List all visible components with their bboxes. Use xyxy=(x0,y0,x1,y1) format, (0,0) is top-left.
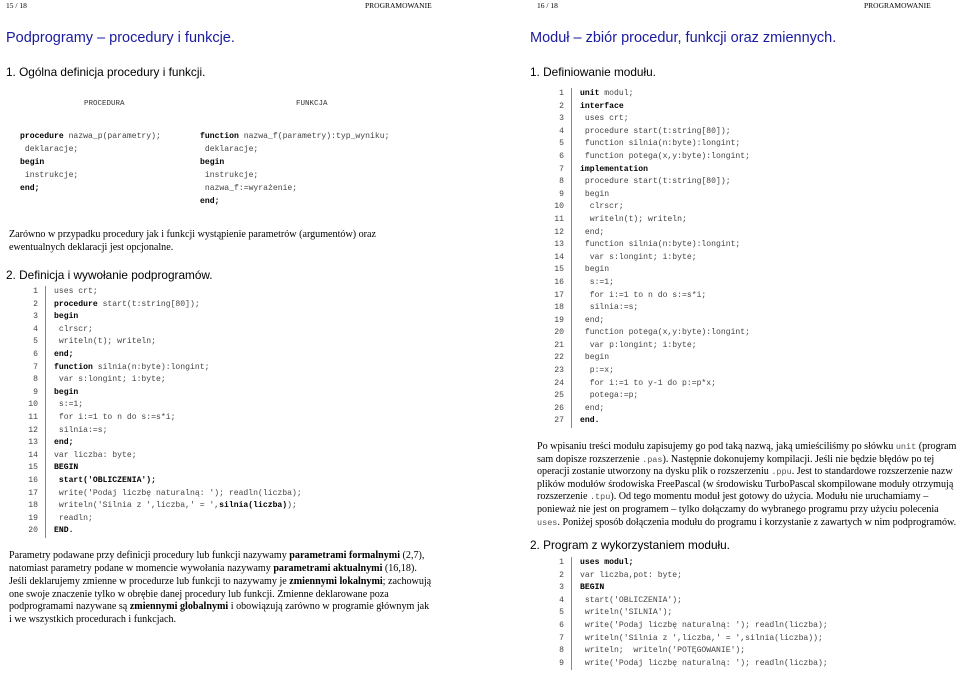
page-number-right: 16 / 18 xyxy=(537,1,558,10)
code-segment: function silnia(n:byte):longint; xyxy=(580,240,741,250)
formal-params-paragraph xyxy=(9,550,434,575)
code-line xyxy=(14,462,302,475)
syntax-line xyxy=(20,143,161,156)
keyword: end. xyxy=(580,416,600,426)
code-text xyxy=(46,286,98,299)
keyword: begin xyxy=(20,158,45,167)
code-line xyxy=(14,513,302,526)
code-segment: clrscr; xyxy=(54,324,93,334)
code-line xyxy=(14,412,302,425)
line-number: 7 xyxy=(540,164,572,177)
optional-params-note: Zarówno w przypadku procedury jak i funkcji wystąpienie parametrów (argumentów) oraz ewentualnych deklaracji jest opcjonalne. xyxy=(9,229,376,253)
keyword: unit xyxy=(580,89,600,98)
syntax-line xyxy=(20,130,161,143)
procedure-column-heading: PROCEDURA xyxy=(84,100,125,108)
code-text xyxy=(46,412,175,425)
syntax-line xyxy=(200,143,389,156)
line-number: 4 xyxy=(540,126,572,139)
line-number: 15 xyxy=(14,462,46,475)
code-line xyxy=(540,302,750,315)
text-run: i obowiązują zarówno w programie głównym jak i we wszystkich procedurach i funkcjach. xyxy=(9,601,430,625)
keyword: begin xyxy=(54,387,79,397)
code-text xyxy=(572,290,706,303)
line-number: 7 xyxy=(540,633,572,646)
term-local-variables: zmiennymi lokalnymi xyxy=(289,576,383,587)
code-line xyxy=(540,113,750,126)
code-line xyxy=(540,570,828,583)
code-segment: silnia:=s; xyxy=(580,303,639,313)
code-segment: begin xyxy=(580,189,610,199)
syntax-line xyxy=(20,169,161,182)
code-segment: start('OBLICZENIA'); xyxy=(580,595,682,605)
code-text xyxy=(46,513,93,526)
code-text xyxy=(572,277,614,290)
line-number: 21 xyxy=(540,340,572,353)
code-text xyxy=(572,101,624,114)
code-text: nazwa_f:=wyrażenie; xyxy=(200,184,298,193)
line-number: 8 xyxy=(14,374,46,387)
line-number: 6 xyxy=(14,349,46,362)
line-number: 1 xyxy=(540,88,572,101)
code-text xyxy=(46,374,166,387)
code-line xyxy=(540,658,828,671)
line-number: 6 xyxy=(540,151,572,164)
code-text xyxy=(572,352,609,365)
keyword: begin xyxy=(200,158,225,167)
keyword: END. xyxy=(54,526,74,536)
code-line xyxy=(540,252,750,265)
code-segment: function potega(x,y:byte):longint; xyxy=(580,328,750,338)
code-text: nazwa_f(parametry):typ_wyniku; xyxy=(238,132,390,141)
code-line xyxy=(540,390,750,403)
code-line xyxy=(540,582,828,595)
code-segment: writeln('Silnia z ',liczba,' = ',silnia(liczba)); xyxy=(580,633,823,643)
code-text xyxy=(572,227,604,240)
code-text xyxy=(572,327,750,340)
code-line xyxy=(540,201,750,214)
text-run: (16,18). xyxy=(382,562,417,574)
syntax-line xyxy=(200,130,389,143)
text-run: ). Następnie dokonujemy kompilacji. Jeśli nie będzie błędów po tej operacji zostanie utworzony na dysku plik o rozszerzeniu xyxy=(537,453,935,478)
code-line xyxy=(540,352,750,365)
code-line xyxy=(540,633,828,646)
code-line xyxy=(540,176,750,189)
code-segment: modul; xyxy=(599,89,634,98)
line-number: 17 xyxy=(14,488,46,501)
code-text xyxy=(572,151,750,164)
code-text xyxy=(572,189,609,202)
syntax-line xyxy=(200,169,389,182)
code-segment: writeln; writeln('POTĘGOWANIE'); xyxy=(580,646,746,656)
code-line xyxy=(14,500,302,513)
code-line xyxy=(540,595,828,608)
text-run: ; zachowują one swoje znaczenie tylko w obrębie danej procedury lub funkcji. Zmienne deklarowane poza podprogramami nazywane są xyxy=(9,576,432,613)
inline-code-ppu: .ppu xyxy=(771,467,792,478)
function-column-heading: FUNKCJA xyxy=(296,100,328,108)
keyword: function xyxy=(200,132,239,141)
line-number: 8 xyxy=(540,645,572,658)
line-number: 14 xyxy=(14,450,46,463)
code-text xyxy=(572,582,604,595)
keyword: BEGIN xyxy=(54,463,79,473)
text-run: (program sam dopisze rozszerzenie xyxy=(537,441,957,465)
code-segment: potega:=p; xyxy=(580,391,639,401)
code-line xyxy=(540,239,750,252)
code-segment: start(t:string[80]); xyxy=(97,299,200,309)
code-text xyxy=(572,390,638,403)
keyword: procedure xyxy=(54,299,98,309)
line-number: 11 xyxy=(540,214,572,227)
code-text xyxy=(572,214,687,227)
code-text xyxy=(572,126,731,139)
code-text xyxy=(46,425,107,438)
procedure-syntax-block xyxy=(20,130,161,195)
code-text xyxy=(46,437,73,450)
code-line xyxy=(14,299,302,312)
code-segment: var s:longint; i:byte; xyxy=(54,375,166,385)
code-line xyxy=(14,437,302,450)
line-number: 23 xyxy=(540,365,572,378)
keyword: implementation xyxy=(580,164,648,174)
line-number: 9 xyxy=(540,189,572,202)
line-number: 19 xyxy=(14,513,46,526)
text-run: (2,7), natomiast parametry podane w momencie wywołania nazywamy xyxy=(9,550,425,574)
code-line xyxy=(540,290,750,303)
code-text xyxy=(572,658,828,671)
program-code-listing xyxy=(540,557,828,670)
syntax-line xyxy=(200,195,389,208)
code-text xyxy=(46,500,297,513)
text-run: . Jest to standardowe rozszerzenie nazw plików modułów środowiska FreePascal (w środowisku TurboPascal skompilowane moduły otrzymują rozszerzenie xyxy=(537,466,954,503)
code-line xyxy=(14,488,302,501)
code-segment: function potega(x,y:byte):longint; xyxy=(580,151,750,161)
code-text: instrukcje; xyxy=(20,171,79,180)
syntax-line xyxy=(200,182,389,195)
code-segment: end; xyxy=(580,315,605,325)
code-line xyxy=(540,101,750,114)
code-text: deklaracje; xyxy=(200,145,259,154)
code-line xyxy=(14,525,302,538)
line-number: 10 xyxy=(14,399,46,412)
code-text xyxy=(572,264,609,277)
code-line xyxy=(14,362,302,375)
code-text: deklaracje; xyxy=(20,145,79,154)
text-run: Po wpisaniu treści modułu zapisujemy go pod taką nazwą, jaką umieściliśmy po słówku xyxy=(537,441,896,452)
line-number: 6 xyxy=(540,620,572,633)
code-line xyxy=(14,450,302,463)
code-line xyxy=(540,138,750,151)
code-line xyxy=(14,311,302,324)
line-number: 19 xyxy=(540,315,572,328)
line-number: 18 xyxy=(540,302,572,315)
keyword: begin xyxy=(54,312,79,322)
code-segment: procedure start(t:string[80]); xyxy=(580,177,731,187)
line-number: 8 xyxy=(540,176,572,189)
code-segment: for i:=1 to n do s:=s*i; xyxy=(580,290,707,300)
code-text xyxy=(572,340,697,353)
line-number: 5 xyxy=(540,607,572,620)
keyword: silnia(liczba) xyxy=(219,501,288,511)
code-segment: writeln(t); writeln; xyxy=(54,337,156,347)
keyword: BEGIN xyxy=(580,583,605,593)
code-text xyxy=(572,620,828,633)
code-segment: var liczba,pot: byte; xyxy=(580,570,682,580)
code-text xyxy=(46,324,93,337)
code-text xyxy=(572,595,682,608)
code-segment: writeln('SILNIA'); xyxy=(580,608,673,618)
code-segment: p:=x; xyxy=(580,366,614,376)
code-segment: function silnia(n:byte):longint; xyxy=(580,139,741,149)
code-text xyxy=(572,164,648,177)
line-number: 12 xyxy=(540,227,572,240)
code-segment: silnia(n:byte):longint; xyxy=(92,362,210,372)
line-number: 26 xyxy=(540,403,572,416)
code-segment: write('Podaj liczbę naturalną: '); readln(liczba); xyxy=(580,620,828,630)
running-title-left: PROGRAMOWANIE xyxy=(365,1,432,10)
term-global-variables: zmiennymi globalnymi xyxy=(129,601,229,613)
code-line xyxy=(540,189,750,202)
line-number: 16 xyxy=(540,277,572,290)
line-number: 7 xyxy=(14,362,46,375)
code-text xyxy=(46,336,156,349)
code-line xyxy=(14,425,302,438)
code-line xyxy=(14,475,302,488)
section-heading-module-definition: 1. Definiowanie modułu. xyxy=(530,65,656,79)
code-text xyxy=(572,570,682,583)
line-number: 5 xyxy=(14,336,46,349)
syntax-line xyxy=(20,156,161,169)
code-text xyxy=(572,88,633,101)
code-segment: ); xyxy=(287,501,297,511)
inline-code-uses: uses xyxy=(537,517,558,528)
code-line xyxy=(540,88,750,101)
text-run: Parametry podawane przy definicji procedury lub funkcji nazywamy xyxy=(9,550,290,561)
code-line xyxy=(540,378,750,391)
code-text xyxy=(572,315,604,328)
line-number: 17 xyxy=(540,290,572,303)
code-text xyxy=(46,488,302,501)
code-text xyxy=(572,645,745,658)
module-code-listing xyxy=(540,88,750,428)
code-segment: uses crt; xyxy=(580,114,629,124)
line-number: 3 xyxy=(14,311,46,324)
code-segment: writeln('Silnia z ',liczba,' = ', xyxy=(54,501,220,511)
code-line xyxy=(14,336,302,349)
code-segment: s:=1; xyxy=(54,400,84,410)
code-segment: s:=1; xyxy=(580,277,614,287)
code-text xyxy=(46,462,78,475)
code-line xyxy=(540,645,828,658)
syntax-line xyxy=(20,182,161,195)
code-line xyxy=(14,349,302,362)
line-number: 18 xyxy=(14,500,46,513)
code-text xyxy=(572,302,638,315)
code-line xyxy=(540,327,750,340)
text-run: ). Od tego momentu moduł jest gotowy do użycia. Modułu nie uruchamiamy – ponieważ nie jest on programem – tylko dołączamy do wybranego programu przy użyciu polecenia xyxy=(537,491,939,515)
code-text xyxy=(572,365,614,378)
term-formal-parameters: parametrami formalnymi xyxy=(289,550,401,561)
code-line xyxy=(540,415,750,428)
code-segment: writeln(t); writeln; xyxy=(580,214,687,224)
keyword: function xyxy=(54,362,93,372)
line-number: 3 xyxy=(540,113,572,126)
text-run: . Poniżej sposób dołączenia modułu do programu i korzystanie z zawartych w nim podprogramów. xyxy=(557,516,957,528)
keyword: interface xyxy=(580,101,624,111)
code-line xyxy=(540,277,750,290)
code-text xyxy=(572,415,599,428)
code-segment: end; xyxy=(580,403,605,413)
code-text xyxy=(46,362,209,375)
code-text xyxy=(46,349,73,362)
line-number: 15 xyxy=(540,264,572,277)
code-segment: clrscr; xyxy=(580,202,624,212)
code-line xyxy=(14,399,302,412)
code-line xyxy=(540,340,750,353)
code-segment: procedure start(t:string[80]); xyxy=(580,126,731,136)
section-heading-program-with-module: 2. Program z wykorzystaniem modułu. xyxy=(530,538,730,552)
code-segment: var liczba: byte; xyxy=(54,450,137,460)
line-number: 25 xyxy=(540,390,572,403)
syntax-line xyxy=(200,156,389,169)
code-text xyxy=(46,475,156,488)
line-number: 27 xyxy=(540,415,572,428)
code-segment: write('Podaj liczbę naturalną: '); readln(liczba); xyxy=(54,488,302,498)
keyword: procedure xyxy=(20,132,64,141)
text-run: Jeśli deklarujemy zmienne w procedurze lub funkcji to nazywamy je xyxy=(9,576,290,587)
code-line xyxy=(14,374,302,387)
code-line xyxy=(540,557,828,570)
line-number: 9 xyxy=(540,658,572,671)
code-text xyxy=(572,138,740,151)
keyword: end; xyxy=(54,438,74,448)
variables-scope-paragraph xyxy=(9,576,434,626)
code-text: instrukcje; xyxy=(200,171,259,180)
line-number: 1 xyxy=(14,286,46,299)
line-number: 4 xyxy=(540,595,572,608)
code-segment: silnia:=s; xyxy=(54,425,108,435)
code-text xyxy=(572,176,731,189)
code-line xyxy=(540,227,750,240)
code-segment: begin xyxy=(580,353,610,363)
code-segment: write('Podaj liczbę naturalną: '); readln(liczba); xyxy=(580,658,828,668)
code-segment: uses crt; xyxy=(54,287,98,296)
code-segment: readln; xyxy=(54,513,93,523)
code-line xyxy=(14,324,302,337)
code-line xyxy=(540,365,750,378)
line-number: 16 xyxy=(14,475,46,488)
line-number: 14 xyxy=(540,252,572,265)
code-text xyxy=(572,403,604,416)
left-page-title: Podprogramy – procedury i funkcje. xyxy=(6,30,235,46)
line-number: 22 xyxy=(540,352,572,365)
line-number: 1 xyxy=(540,557,572,570)
section-heading-definition-call: 2. Definicja i wywołanie podprogramów. xyxy=(6,268,213,282)
line-number: 3 xyxy=(540,582,572,595)
keyword: end; xyxy=(54,349,74,359)
code-text xyxy=(572,201,624,214)
code-line xyxy=(540,403,750,416)
code-text xyxy=(46,525,73,538)
code-line xyxy=(540,620,828,633)
line-number: 24 xyxy=(540,378,572,391)
code-segment: for i:=1 to y-1 do p:=p*x; xyxy=(580,378,716,388)
left-code-listing xyxy=(14,286,302,538)
code-line xyxy=(540,151,750,164)
code-text xyxy=(572,557,633,570)
code-text xyxy=(46,399,83,412)
line-number: 2 xyxy=(14,299,46,312)
line-number: 13 xyxy=(540,239,572,252)
inline-code-tpu: .tpu xyxy=(589,492,611,503)
line-number: 5 xyxy=(540,138,572,151)
line-number: 2 xyxy=(540,570,572,583)
line-number: 20 xyxy=(14,525,46,538)
code-text xyxy=(572,607,672,620)
code-text xyxy=(46,311,78,324)
keyword: end; xyxy=(20,184,40,193)
term-actual-parameters: parametrami aktualnymi xyxy=(273,562,383,574)
line-number: 11 xyxy=(14,412,46,425)
code-segment: var p:longint; i:byte; xyxy=(580,340,697,350)
line-number: 4 xyxy=(14,324,46,337)
code-text xyxy=(572,113,629,126)
code-line xyxy=(540,315,750,328)
code-line xyxy=(14,286,302,299)
line-number: 20 xyxy=(540,327,572,340)
line-number: 2 xyxy=(540,101,572,114)
code-line xyxy=(540,164,750,177)
code-text xyxy=(572,378,716,391)
code-text xyxy=(46,299,200,312)
code-segment: begin xyxy=(580,265,610,275)
code-line xyxy=(540,264,750,277)
keyword: uses modul; xyxy=(580,558,634,567)
running-title-right: PROGRAMOWANIE xyxy=(864,1,931,10)
code-segment: for i:=1 to n do s:=s*i; xyxy=(54,412,176,422)
page-number-left: 15 / 18 xyxy=(6,1,27,10)
code-text xyxy=(572,633,823,646)
right-page-title: Moduł – zbiór procedur, funkcji oraz zmiennych. xyxy=(530,30,837,46)
line-number: 10 xyxy=(540,201,572,214)
keyword: start('OBLICZENIA'); xyxy=(58,475,157,485)
code-text xyxy=(572,252,697,265)
code-line xyxy=(14,387,302,400)
section-heading-general-definition: 1. Ogólna definicja procedury i funkcji. xyxy=(6,65,206,79)
line-number: 12 xyxy=(14,425,46,438)
function-syntax-block xyxy=(200,130,389,208)
code-text xyxy=(46,387,78,400)
keyword: end; xyxy=(200,197,220,206)
code-segment: end; xyxy=(580,227,605,237)
inline-code-unit: unit xyxy=(895,442,917,452)
line-number: 9 xyxy=(14,387,46,400)
module-usage-paragraph xyxy=(537,441,957,529)
inline-code-pas: .pas xyxy=(642,454,663,465)
code-text xyxy=(46,450,137,463)
code-line xyxy=(540,214,750,227)
code-line xyxy=(540,126,750,139)
code-line xyxy=(540,607,828,620)
code-text: nazwa_p(parametry); xyxy=(63,132,161,141)
line-number: 13 xyxy=(14,437,46,450)
code-text xyxy=(572,239,740,252)
code-segment: var s:longint; i:byte; xyxy=(580,252,697,262)
